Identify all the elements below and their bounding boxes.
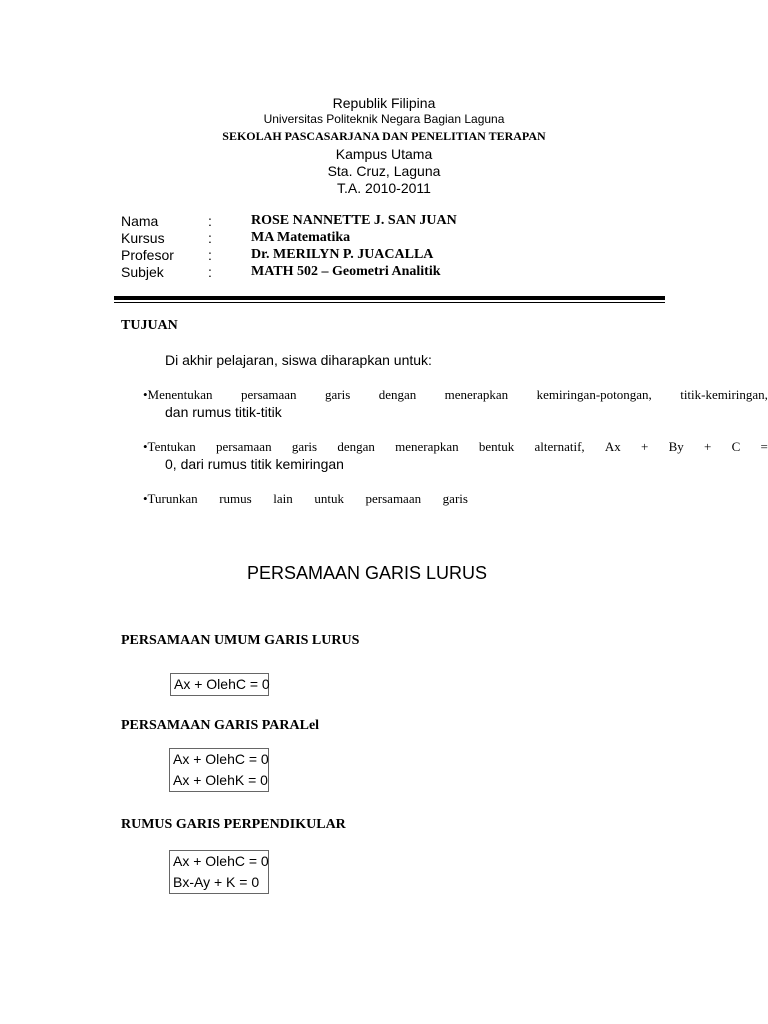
equation-line: Ax + OlehK = 0 xyxy=(173,772,268,788)
general-equation-heading: PERSAMAAN UMUM GARIS LURUS xyxy=(121,633,360,648)
bullet-word: bentuk xyxy=(478,439,515,454)
bullet-line xyxy=(143,439,768,455)
objectives-heading: TUJUAN xyxy=(121,318,178,333)
info-label: Kursus xyxy=(121,230,165,246)
header-year: T.A. 2010-2011 xyxy=(337,180,431,196)
header-school: SEKOLAH PASCASARJANA DAN PENELITIAN TERAPAN xyxy=(222,129,546,143)
info-value: ROSE NANNETTE J. SAN JUAN xyxy=(251,213,457,228)
objectives-intro: Di akhir pelajaran, siswa diharapkan untuk: xyxy=(165,352,432,368)
bullet-word: garis xyxy=(291,439,318,454)
bullet-word: garis xyxy=(442,491,468,506)
bullet-word: •Tentukan xyxy=(143,439,196,454)
info-label: Nama xyxy=(121,213,159,229)
section-title: PERSAMAAN GARIS LURUS xyxy=(246,563,488,583)
header-university: Universitas Politeknik Negara Bagian Laguna xyxy=(263,112,505,126)
bullet-word: + xyxy=(704,439,712,454)
header-location: Sta. Cruz, Laguna xyxy=(327,163,441,179)
general-equation-box xyxy=(170,673,269,696)
info-value: Dr. MERILYN P. JUACALLA xyxy=(251,247,434,262)
objective-bullet-2 xyxy=(143,439,768,472)
bullet-word: dengan xyxy=(337,439,375,454)
bullet-word: dengan xyxy=(378,387,417,402)
bullet-word: kemiringan-potongan, xyxy=(536,387,652,402)
bullet-word: = xyxy=(760,439,768,454)
info-label: Profesor xyxy=(121,247,174,263)
bullet-word: By xyxy=(668,439,684,454)
bullet-continuation: dan rumus titik-titik xyxy=(165,404,282,420)
equation-line: Bx-Ay + K = 0 xyxy=(173,874,260,890)
perpendicular-equation-box xyxy=(169,850,269,894)
equation-line: Ax + OlehC = 0 xyxy=(174,676,270,692)
info-colon: : xyxy=(208,230,212,246)
bullet-word: garis xyxy=(324,387,351,402)
bullet-word: rumus xyxy=(219,491,252,506)
divider-thin xyxy=(114,302,665,303)
info-colon: : xyxy=(208,247,212,263)
bullet-word: menerapkan xyxy=(395,439,459,454)
parallel-equation-box xyxy=(169,748,269,792)
bullet-word: titik-kemiringan, xyxy=(680,387,768,402)
objective-bullet-1 xyxy=(143,387,768,420)
bullet-word: menerapkan xyxy=(444,387,509,402)
divider-thick xyxy=(114,296,665,300)
info-value: MA Matematika xyxy=(251,230,351,245)
header-country: Republik Filipina xyxy=(332,95,436,111)
bullet-word: persamaan xyxy=(365,491,422,506)
bullet-word: persamaan xyxy=(240,387,297,402)
info-label: Subjek xyxy=(121,264,164,280)
bullet-word: + xyxy=(641,439,649,454)
bullet-word: lain xyxy=(273,491,293,506)
info-value: MATH 502 – Geometri Analitik xyxy=(251,264,441,279)
perpendicular-equation-heading: RUMUS GARIS PERPENDIKULAR xyxy=(121,817,346,832)
objective-bullet-3 xyxy=(143,491,468,507)
bullet-word: C xyxy=(731,439,741,454)
bullet-word: •Menentukan xyxy=(143,387,213,402)
header-campus: Kampus Utama xyxy=(335,146,433,162)
parallel-equation-heading: PERSAMAAN GARIS PARALel xyxy=(121,718,320,733)
info-colon: : xyxy=(208,213,212,229)
info-colon: : xyxy=(208,264,212,280)
bullet-word: persamaan xyxy=(215,439,272,454)
bullet-word: untuk xyxy=(314,491,344,506)
bullet-line xyxy=(143,387,768,403)
bullet-word: Ax xyxy=(604,439,621,454)
bullet-continuation: 0, dari rumus titik kemiringan xyxy=(165,456,344,472)
equation-line: Ax + OlehC = 0 xyxy=(173,751,269,767)
bullet-word: alternatif, xyxy=(534,439,585,454)
bullet-word: •Turunkan xyxy=(143,491,198,506)
equation-line: Ax + OlehC = 0 xyxy=(173,853,269,869)
